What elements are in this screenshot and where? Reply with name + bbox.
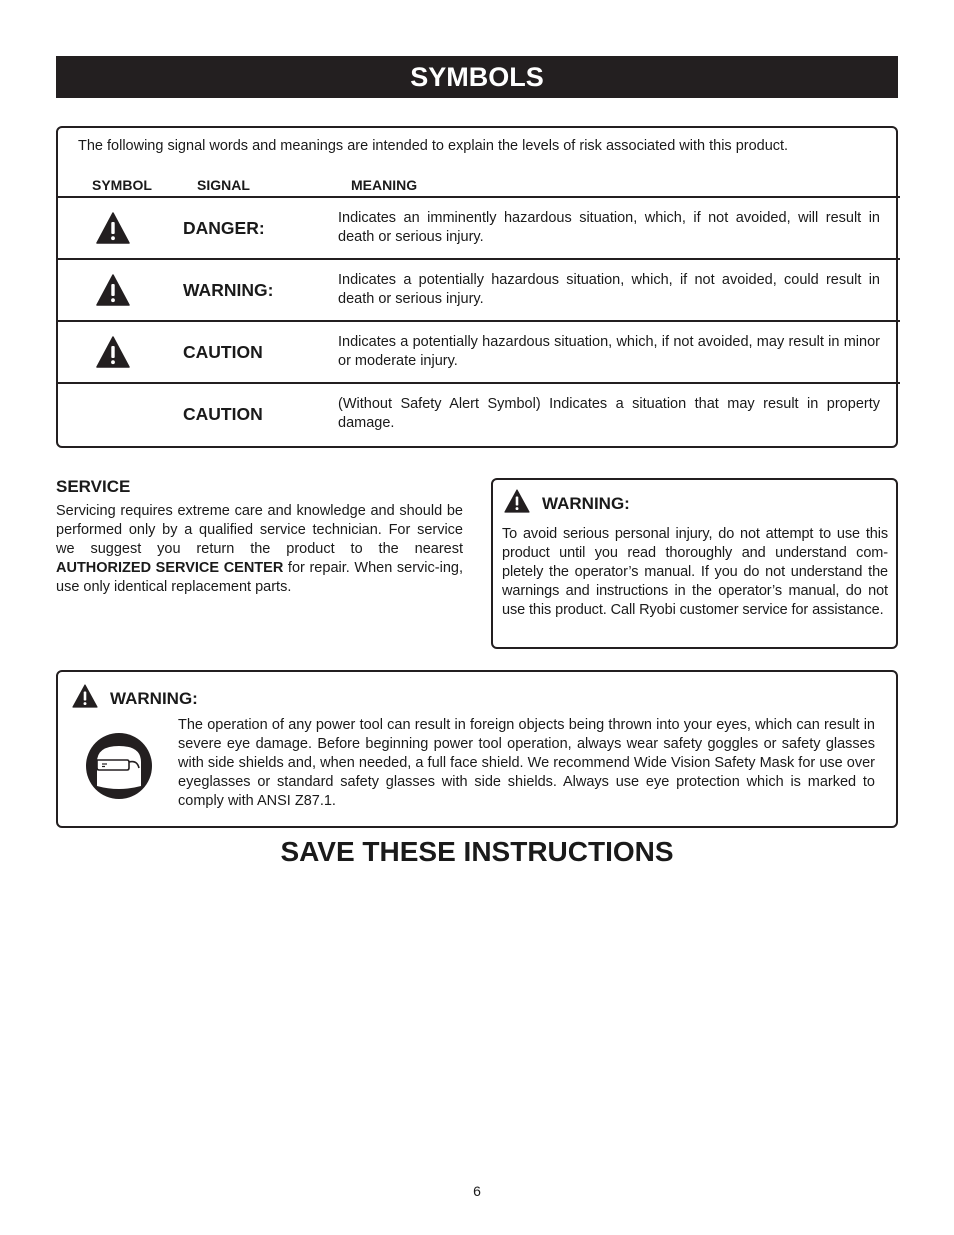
page-title: SYMBOLS: [56, 56, 898, 98]
table-row-danger: [58, 196, 900, 260]
meaning-danger: Indicates an imminently hazardous situation, which, if not avoided, will result in death or serious injury.: [338, 210, 880, 245]
warning-box-manual: [491, 478, 898, 649]
table-row-caution-property: [58, 382, 900, 444]
signal-word-caution: CAUTION: [183, 342, 263, 362]
meaning-warning: Indicates a potentially hazardous situation, which, if not avoided, could result in death or serious injury.: [338, 272, 880, 307]
eye-protection-warning-text: The operation of any power tool can result in foreign objects being thrown into your eyes, which can result in severe eye damage. Before beginning power tool operation, always wear safety goggles or safety glasses with side shields and, when needed, a full face shield. We recommend Wide Vision Safety Mask for use over eyeglasses or standard safety glasses with side shields. Always use eye protection which is marked to comply with ANSI Z87.1.: [178, 717, 875, 809]
warning-box-eye-protection: [56, 670, 898, 828]
signal-word-caution-property: CAUTION: [183, 404, 263, 424]
table-row-caution: [58, 320, 900, 384]
safety-alert-triangle-icon: [96, 336, 130, 368]
service-heading: SERVICE: [56, 477, 131, 496]
authorized-service-center-text: AUTHORIZED SERVICE CENTER: [56, 560, 284, 576]
service-text-end: for repair. When servic-ing, use only identical replacement parts.: [56, 560, 463, 595]
meaning-caution: Indicates a potentially hazardous situation, which, if not avoided, may result in minor or moderate injury.: [338, 334, 880, 369]
signal-word-warning: WARNING:: [183, 280, 274, 300]
column-header-signal: SIGNAL: [197, 177, 250, 193]
page-number: 6: [473, 1183, 481, 1199]
save-instructions-title: SAVE THESE INSTRUCTIONS: [280, 836, 674, 867]
column-header-meaning: MEANING: [351, 177, 418, 193]
service-paragraph: [56, 502, 463, 597]
table-row-warning: [58, 258, 900, 322]
meaning-caution-property: (Without Safety Alert Symbol) Indicates a situation that may result in property damage.: [338, 396, 880, 431]
safety-alert-triangle-icon: [72, 684, 98, 708]
column-header-symbol: SYMBOL: [92, 177, 152, 193]
warning-text: To avoid serious personal injury, do not attempt to use this product until you read thoroughly and understand com-pletely the operator’s manual. If you do not understand the warnings and instructions in the operator’s manual, do not use this product. Call Ryobi customer service for assistance.: [502, 526, 888, 618]
symbols-table: [56, 126, 898, 448]
service-text-start: Servicing requires extreme care and knowledge and should be performed only by a qualified service technician. For service we suggest you return the product to the nearest: [56, 503, 463, 557]
safety-glasses-icon: [85, 732, 153, 800]
warning-title: WARNING:: [542, 494, 630, 513]
symbols-intro: The following signal words and meanings are intended to explain the levels of risk associated with this product.: [78, 138, 789, 154]
safety-alert-triangle-icon: [504, 489, 530, 513]
safety-alert-triangle-icon: [96, 274, 130, 306]
safety-alert-triangle-icon: [96, 212, 130, 244]
signal-word-danger: DANGER:: [183, 218, 265, 238]
warning-title: WARNING:: [110, 689, 198, 708]
